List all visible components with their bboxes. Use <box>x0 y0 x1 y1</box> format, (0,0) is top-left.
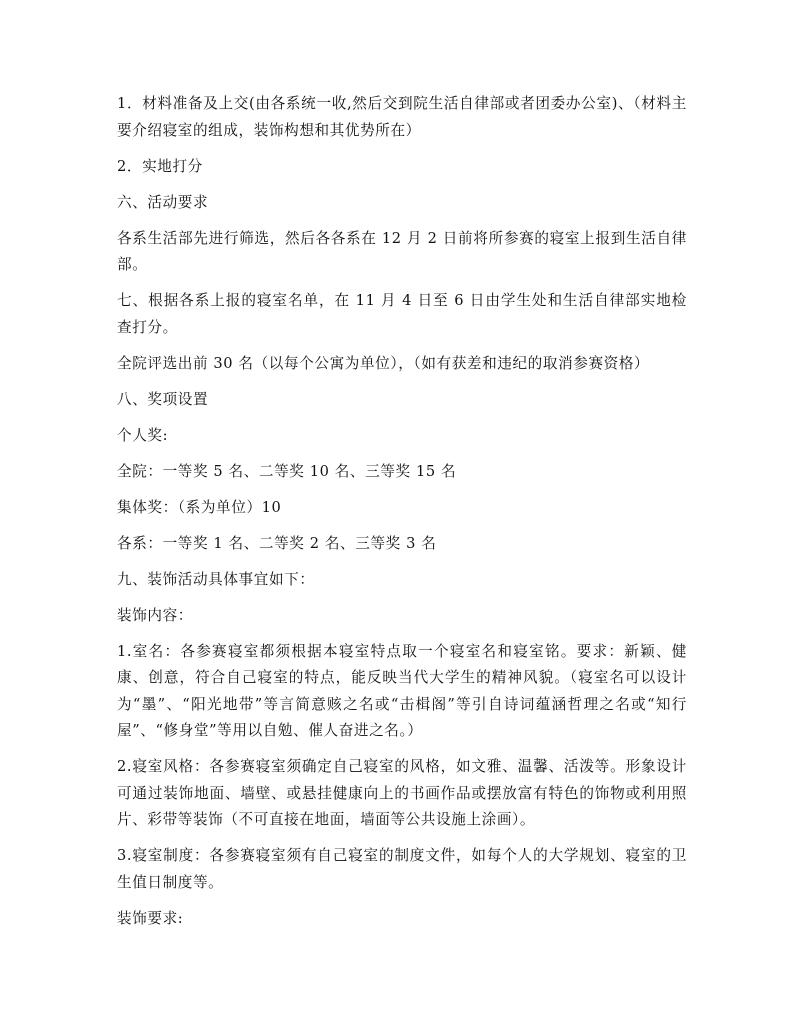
heading-decoration-details: 九、装饰活动具体事宜如下： <box>117 570 315 588</box>
paragraph-college-awards: 全院：一等奖 5 名、二等奖 10 名、三等奖 15 名 <box>117 462 457 480</box>
paragraph-onsite-scoring: 2．实地打分 <box>117 157 203 175</box>
paragraph-room-name: 1.室名：各参赛寝室都须根据本寝室特点取一个寝室名和寝室铭。要求：新颖、健康、创意，符合自己寝室的特点，能反映当代大学生的精神风貌。（寝室名可以设计为“墨”、“阳光地带”等言简意赅之名或“击楫阁”等引自诗词蕴涵哲理之名或“知行屋”、“修身堂”等用以自勉、催人奋进之名。） <box>117 642 687 739</box>
paragraph-room-rules: 3.寝室制度：各参赛寝室须有自己寝室的制度文件，如每个人的大学规划、寝室的卫生值日制度等。 <box>117 847 687 891</box>
paragraph-decoration-content-label: 装饰内容： <box>117 606 193 624</box>
paragraph-department-awards: 各系：一等奖 1 名、二等奖 2 名、三等奖 3 名 <box>117 534 437 552</box>
heading-activity-requirements: 六、活动要求 <box>117 193 209 211</box>
paragraph-department-screening: 各系生活部先进行筛选，然后各各系在 12 月 2 日前将所参赛的寝室上报到生活自律部。 <box>117 229 687 273</box>
paragraph-room-style: 2.寝室风格：各参赛寝室须确定自己寝室的风格，如文雅、温馨、活泼等。形象设计可通过装饰地面、墙壁、或悬挂健康向上的书画作品或摆放富有特色的饰物或利用照片、彩带等装饰（不可直接在地面，墙面等公共设施上涂画）。 <box>117 758 687 828</box>
heading-award-settings: 八、奖项设置 <box>117 390 209 408</box>
paragraph-decoration-requirements-label: 装饰要求: <box>117 909 184 927</box>
paragraph-inspection-schedule: 七、根据各系上报的寝室名单，在 11 月 4 日至 6 日由学生处和生活自律部实地检查打分。 <box>117 292 687 336</box>
paragraph-material-submission: 1．材料准备及上交(由各系统一收,然后交到院生活自律部或者团委办公室)、（材料主要介绍寝室的组成，装饰构想和其优势所在） <box>117 95 687 139</box>
paragraph-collective-award: 集体奖：（系为单位）10 <box>117 498 282 516</box>
document-body <box>117 91 687 942</box>
paragraph-top-30-selection: 全院评选出前 30 名（以每个公寓为单位），（如有获差和违纪的取消参赛资格） <box>117 354 650 372</box>
paragraph-individual-award: 个人奖: <box>117 426 169 444</box>
